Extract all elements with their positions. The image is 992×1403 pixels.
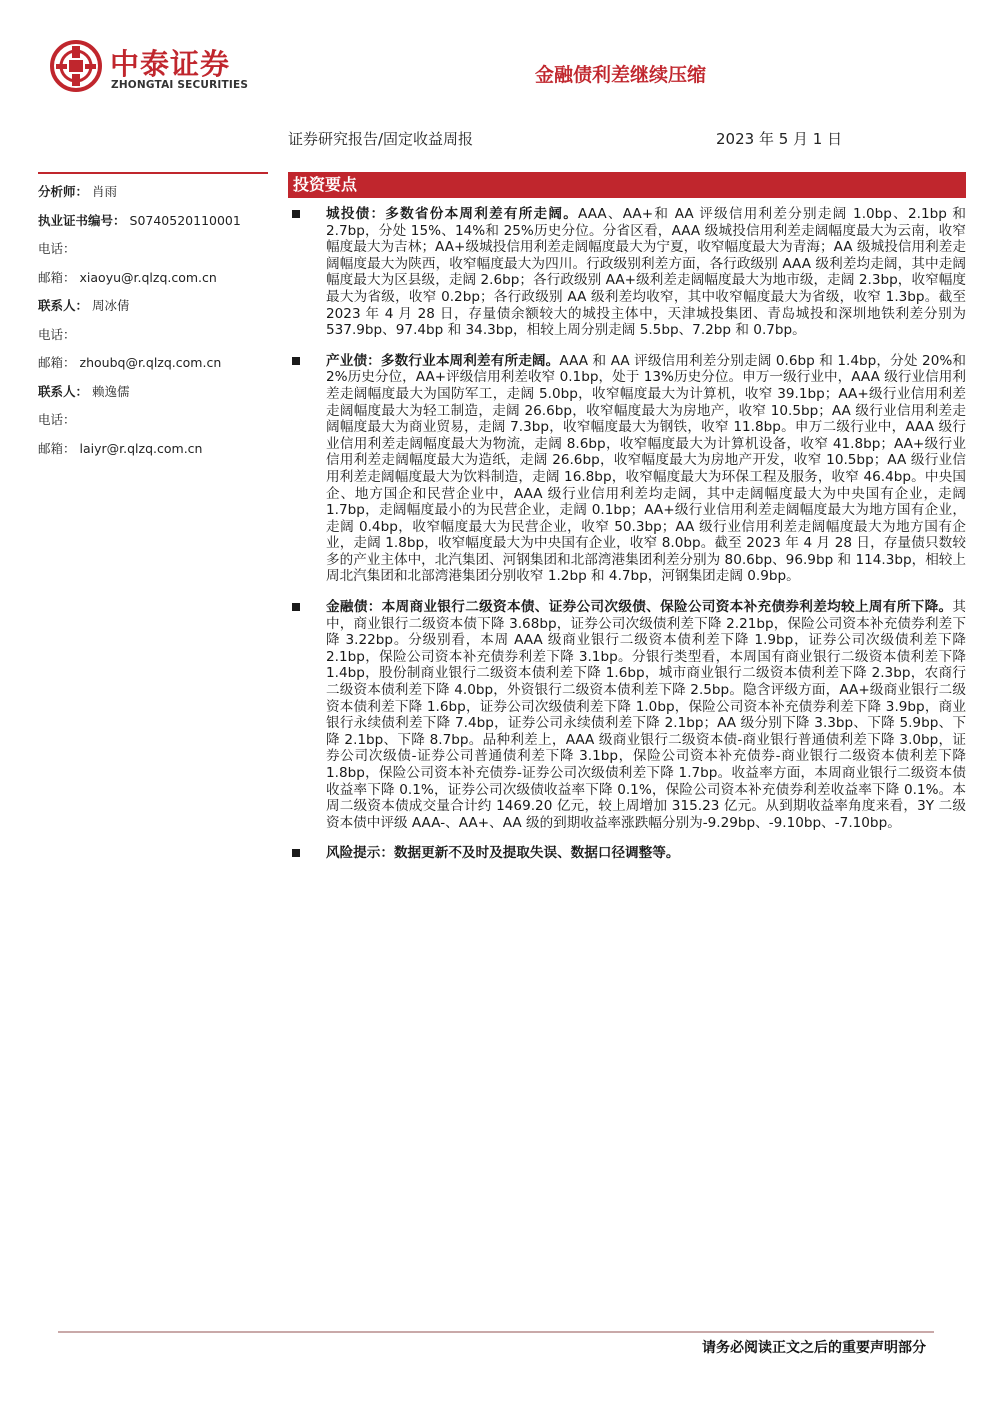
sidebar-rule [38, 172, 268, 174]
sidebar-row-label: 电话： [38, 326, 76, 342]
highlight-item [288, 353, 966, 585]
sidebar-row-label: 邮箱： [38, 355, 76, 370]
highlight-lead: 产业债：多数行业本周利差有所走阔。 [326, 352, 560, 369]
report-type: 证券研究报告/固定收益周报 [288, 130, 474, 148]
highlight-body: 其中，商业银行二级资本债下降 3.68bp，证券公司次级债利差下降 2.21bp，保险公司资本补充债券利差下降 3.22bp。分级别看，本周 AAA 级商业银行二级资本债利差下降 1.9bp，证券公司次级债利差下降 2.1bp，保险公司资本补充债券利差下降 3.1bp。分银行类型看，本周国有商业银行二级资本债利差下降 1.4bp，股份制商业银行二级资本债利差下降 1.6bp，城市商业银行二级资本债利差下降 2.3bp，农商行二级资本债利差下降 4.0bp，外资银行二级资本债利差下降 2.5bp。隐含评级方面，AA+级商业银行二级资本债利差下降 1.6bp，证券公司次级债利差下降 1.0bp，保险公司资本补充债券利差下降 3.9bp，商业银行永续债利差下降 7.4bp，证券公司永续债利差下降 2.1bp；AA 级分别下降 3.3bp、下降 5.9bp、下降 2.1bp、下降 8.7bp。品种利差上，AAA 级商业银行二级资本债-商业银行普通债利差下降 3.0bp，证券公司次级债-证券公司普通债利差下降 3.1bp，保险公司资本补充债券-商业银行二级资本债利差下降 1.8bp，保险公司资本补充债券-证券公司次级债利差下降 1.7bp。收益率方面，本周商业银行二级资本债收益率下降 0.1%，证券公司次级债收益率下降 0.1%，保险公司资本补充债券利差收益率下降 0.1%。本周二级资本债成交量合计约 1469.20 亿元，较上周增加 315.23 亿元。从到期收益率角度来看，3Y 二级资本债中评级 AAA-、AA+、AA 级的到期收益率涨跌幅分别为-9.29bp、-9.10bp、-7.10bp。 [326, 599, 966, 831]
highlight-lead: 金融债：本周商业银行二级资本债、证券公司次级债、保险公司资本补充债券利差均较上周有所下降。 [326, 599, 953, 616]
report-date: 2023 年 5 月 1 日 [716, 130, 843, 148]
sidebar-row [38, 321, 268, 350]
sidebar-row-value: 赖逸儒 [92, 383, 130, 399]
brand-name-en: ZHONGTAI SECURITIES [111, 79, 249, 91]
sidebar-row-label: 联系人： [38, 298, 89, 313]
sidebar-row [38, 235, 268, 264]
sidebar-row-value: zhoubq@r.qlzq.com.cn [79, 355, 222, 370]
brand-name-cn: 中泰证券 [110, 47, 231, 81]
sidebar-row [38, 178, 268, 207]
highlight-body: AAA 和 AA 评级信用利差分别走阔 0.6bp 和 1.4bp，分处 20%和 2%历史分位，AA+评级信用利差收窄 0.1bp，处于 13%历史分位。申万一级行业中，AAA 级行业信用利差走阔幅度最大为国防军工，走阔 5.0bp，收窄幅度最大为计算机，收窄 39.1bp；AA+级行业信用利差走阔幅度最大为轻工制造，走阔 26.6bp，收窄幅度最大为房地产，收窄 10.5bp；AA 级行业信用利差走阔幅度最大为商业贸易，走阔 7.3bp，收窄幅度最大为钢铁，收窄 11.8bp。申万二级行业中，AAA 级行业信用利差走阔幅度最大为物流，走阔 8.6bp，收窄幅度最大为计算机设备，收窄 41.8bp；AA+级行业信用利差走阔幅度最大为造纸，走阔 26.6bp，收窄幅度最大为房地产开发，收窄 10.5bp；AA 级行业信用利差走阔幅度最大为饮料制造，走阔 16.8bp，收窄幅度最大为环保工程及服务，收窄 46.4bp。中央国企、地方国企和民营企业中，AAA 级行业信用利差均走阔，其中走阔幅度最大为中央国有企业，走阔 1.7bp，走阔幅度最小的为民营企业，走阔 0.1bp；AA+级行业信用利差走阔幅度最大为地方国有企业，走阔 0.4bp，收窄幅度最大为民营企业，收窄 50.3bp；AA 级行业信用利差走阔幅度最大为地方国有企业，走阔 1.8bp，收窄幅度最大为中央国有企业，收窄 8.0bp。截至 2023 年 4 月 28 日，存量债只数较多的产业主体中，北汽集团、河钢集团和北部湾港集团利差分别为 80.6bp、96.9bp 和 114.3bp，相较上周北汽集团和北部湾港集团分别收窄 1.2bp 和 4.7bp，河钢集团走阔 0.9bp。 [326, 352, 966, 585]
investment-highlights [288, 172, 966, 876]
sidebar-row-label: 邮箱： [38, 269, 76, 285]
sidebar-row-label: 分析师： [38, 184, 89, 199]
sidebar-row-label: 电话： [38, 412, 76, 427]
highlight-lead: 城投债：多数省份本周利差有所走阔。 [326, 206, 579, 222]
sidebar-row-value: 肖雨 [92, 184, 118, 199]
sidebar-row [38, 292, 268, 321]
sidebar-row [38, 349, 268, 378]
sidebar-row-value: laiyr@r.qlzq.com.cn [79, 440, 203, 456]
sidebar-row [38, 435, 268, 464]
highlight-item [288, 845, 966, 862]
square-bullet-icon [292, 210, 300, 218]
analyst-sidebar [38, 172, 268, 463]
sidebar-row-value: xiaoyu@r.qlzq.com.cn [79, 269, 217, 285]
footer-disclaimer: 请务必阅读正文之后的重要声明部分 [702, 1340, 926, 1356]
sidebar-row [38, 406, 268, 435]
highlight-lead: 风险提示：数据更新不及时及提取失误、数据口径调整等。 [326, 845, 680, 862]
footer-divider [58, 1331, 934, 1333]
square-bullet-icon [292, 849, 300, 857]
sidebar-row [38, 207, 268, 236]
sidebar-row-label: 执业证书编号： [38, 212, 126, 228]
zhongtai-logo-icon [50, 40, 102, 92]
highlight-item [288, 206, 966, 339]
analyst-contact-list [38, 178, 268, 463]
sidebar-row-label: 电话： [38, 241, 76, 256]
square-bullet-icon [292, 357, 300, 365]
sidebar-row-label: 邮箱： [38, 440, 76, 456]
square-bullet-icon [292, 603, 300, 611]
company-logo [50, 40, 250, 96]
highlight-list [288, 206, 966, 862]
report-title: 金融债利差继续压缩 [534, 64, 706, 86]
sidebar-row-value: 周冰倩 [92, 298, 130, 313]
section-heading: 投资要点 [288, 172, 966, 198]
sidebar-row-label: 联系人： [38, 383, 89, 399]
sidebar-row [38, 264, 268, 293]
highlight-item [288, 599, 966, 831]
highlight-body: AAA、AA+和 AA 评级信用利差分别走阔 1.0bp、2.1bp 和 2.7bp，分处 15%、14%和 25%历史分位。分省区看，AAA 级城投信用利差走阔幅度最大为云南，收窄幅度最大为吉林；AA+级城投信用利差走阔幅度最大为宁夏，收窄幅度最大为青海；AA 级城投信用利差走阔幅度最大为陕西，收窄幅度最大为四川。行政级别利差方面，各行政级别 AAA 级利差均走阔，其中走阔幅度最大为区县级，走阔 2.6bp；各行政级别 AA+级利差走阔幅度最大为地市级，走阔 2.3bp，收窄幅度最大为省级，收窄 0.2bp；各行政级别 AA 级利差均收窄，其中收窄幅度最大为省级，收窄 1.3bp。截至 2023 年 4 月 28 日，存量债余额较大的城投主体中，天津城投集团、青岛城投和深圳地铁利差分别为 537.9bp、97.4bp 和 34.3bp，相较上周分别走阔 5.5bp、7.2bp 和 0.7bp。 [326, 206, 966, 339]
sidebar-row [38, 378, 268, 407]
sidebar-row-value: S0740520110001 [129, 212, 241, 228]
